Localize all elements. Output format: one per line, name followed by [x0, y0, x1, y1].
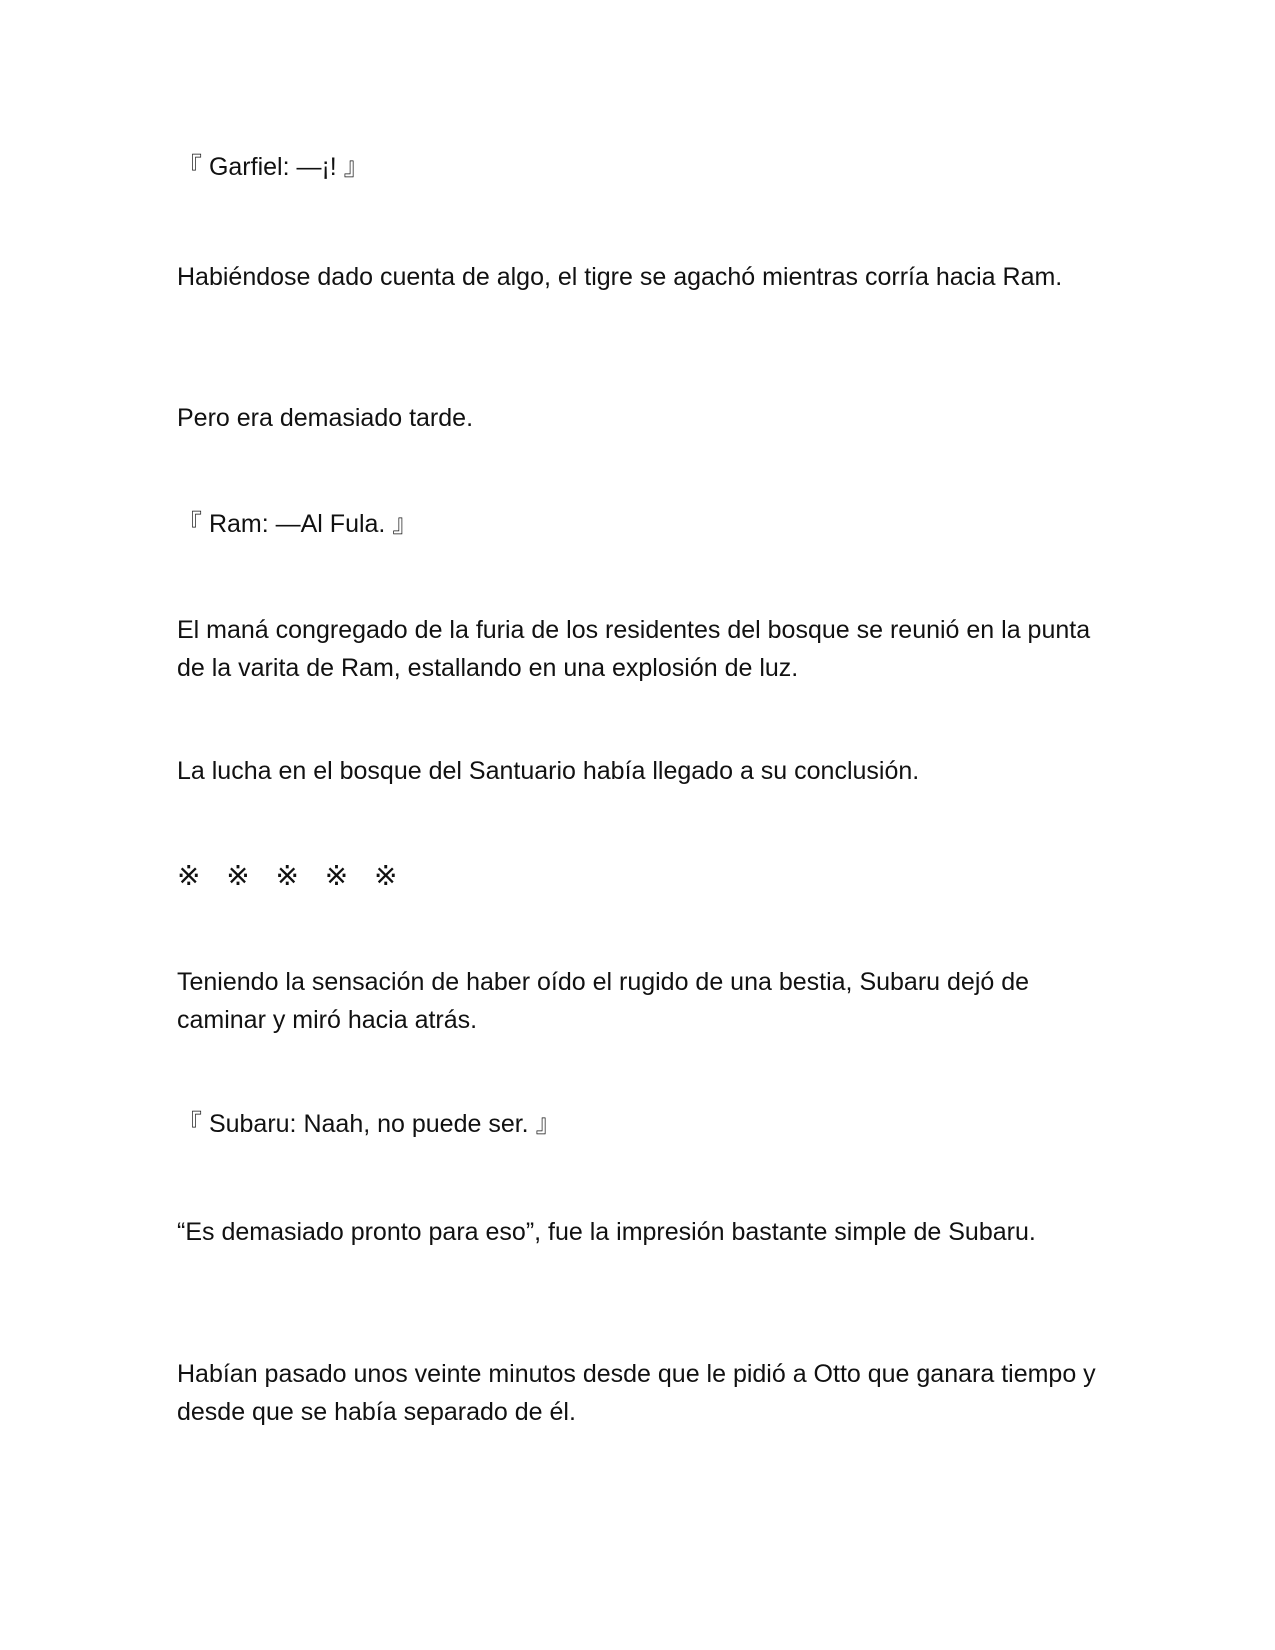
dialogue-ram: 『 Ram: —Al Fula. 』 [177, 510, 418, 538]
dialogue-garfiel: 『 Garfiel: —¡! 』 [177, 153, 369, 181]
paragraph-subaru-looks-back: Teniendo la sensación de haber oído el rugido de una bestia, Subaru dejó de caminar y miró hacia atrás. [177, 968, 1030, 1034]
paragraph-too-late: Pero era demasiado tarde. [177, 404, 474, 432]
scene-separator: ※ ※ ※ ※ ※ [177, 860, 398, 891]
paragraph-mana-explosion: El maná congregado de la furia de los residentes del bosque se reunió en la punta de la varita de Ram, estallando en una explosión de luz. [177, 616, 1091, 682]
dialogue-subaru: 『 Subaru: Naah, no puede ser. 』 [177, 1110, 561, 1138]
paragraph-battle-conclusion: La lucha en el bosque del Santuario había llegado a su conclusión. [177, 757, 920, 785]
paragraph-subaru-impression: “Es demasiado pronto para eso”, fue la impresión bastante simple de Subaru. [177, 1218, 1036, 1246]
paragraph-tiger-crouch: Habiéndose dado cuenta de algo, el tigre se agachó mientras corría hacia Ram. [177, 263, 1063, 291]
paragraph-twenty-minutes: Habían pasado unos veinte minutos desde que le pidió a Otto que ganara tiempo y desde que se había separado de él. [177, 1360, 1096, 1426]
